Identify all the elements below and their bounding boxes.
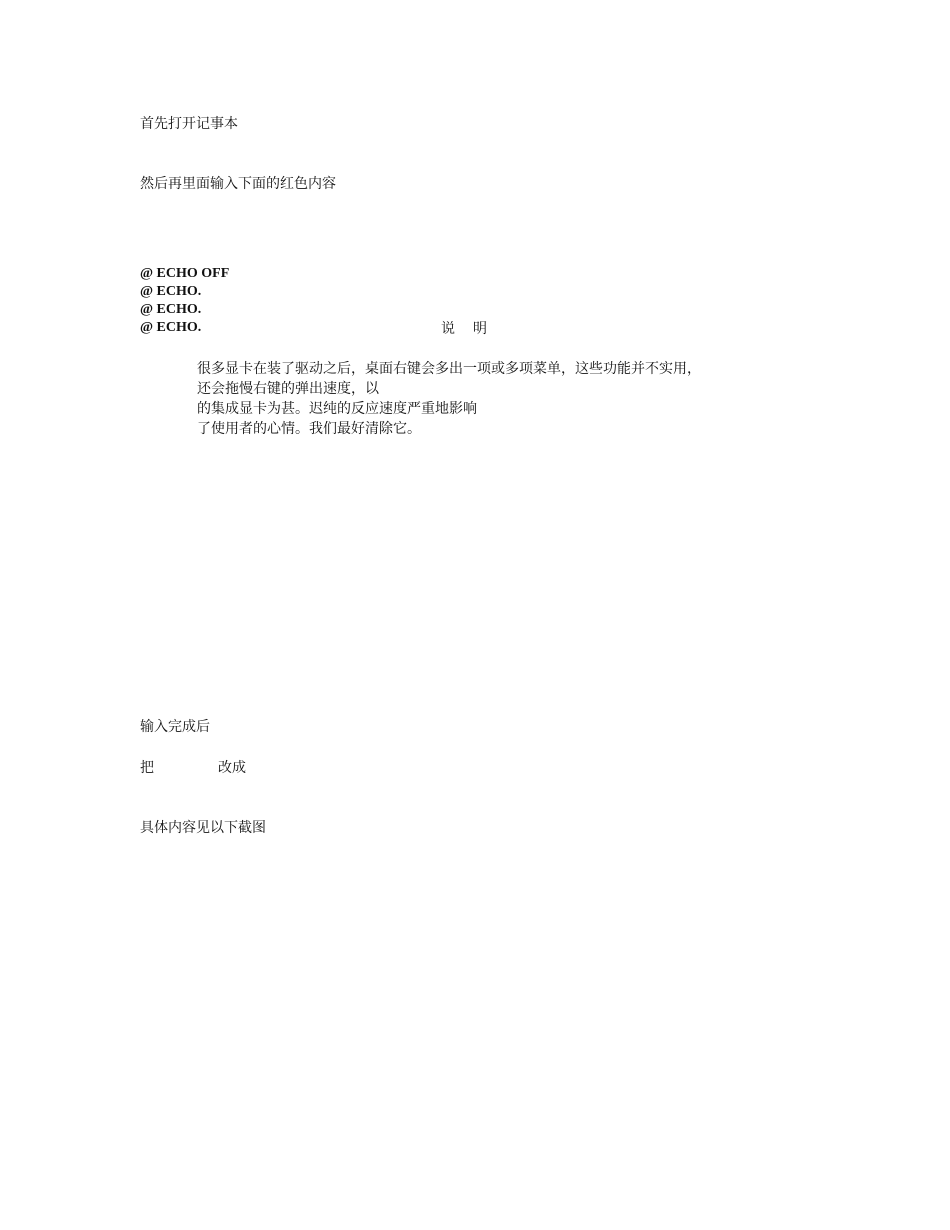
- note-line: [197, 379, 757, 419]
- code-line: @ ECHO.: [140, 284, 202, 299]
- step-rename: [140, 759, 246, 777]
- code-line: @ ECHO.: [140, 320, 202, 335]
- step-open-notepad: 首先打开记事本: [140, 116, 238, 132]
- rename-prefix: 把: [140, 760, 154, 776]
- note-line: 很多显卡在装了驱动之后，桌面右键会多出一项或多项菜单，这些功能并不实用，: [197, 361, 701, 377]
- note-paragraph: [197, 359, 757, 439]
- step-see-screenshots: 具体内容见以下截图: [140, 820, 266, 836]
- code-line: @ ECHO.: [140, 302, 202, 317]
- rename-suffix: 改成: [218, 760, 246, 776]
- note-line: 了使用者的心情。我们最好清除它。: [197, 421, 421, 437]
- note-line-part: 的集成显卡为甚。迟纯的反应速度严重地影响: [197, 401, 477, 417]
- note-line-part: 还会拖慢右键的弹出速度，以: [197, 381, 379, 397]
- step-enter-content: 然后再里面输入下面的红色内容: [140, 176, 336, 192]
- step-after-input: 输入完成后: [140, 719, 210, 735]
- note-heading: 说明: [441, 321, 505, 337]
- code-line: @ ECHO OFF: [140, 266, 230, 281]
